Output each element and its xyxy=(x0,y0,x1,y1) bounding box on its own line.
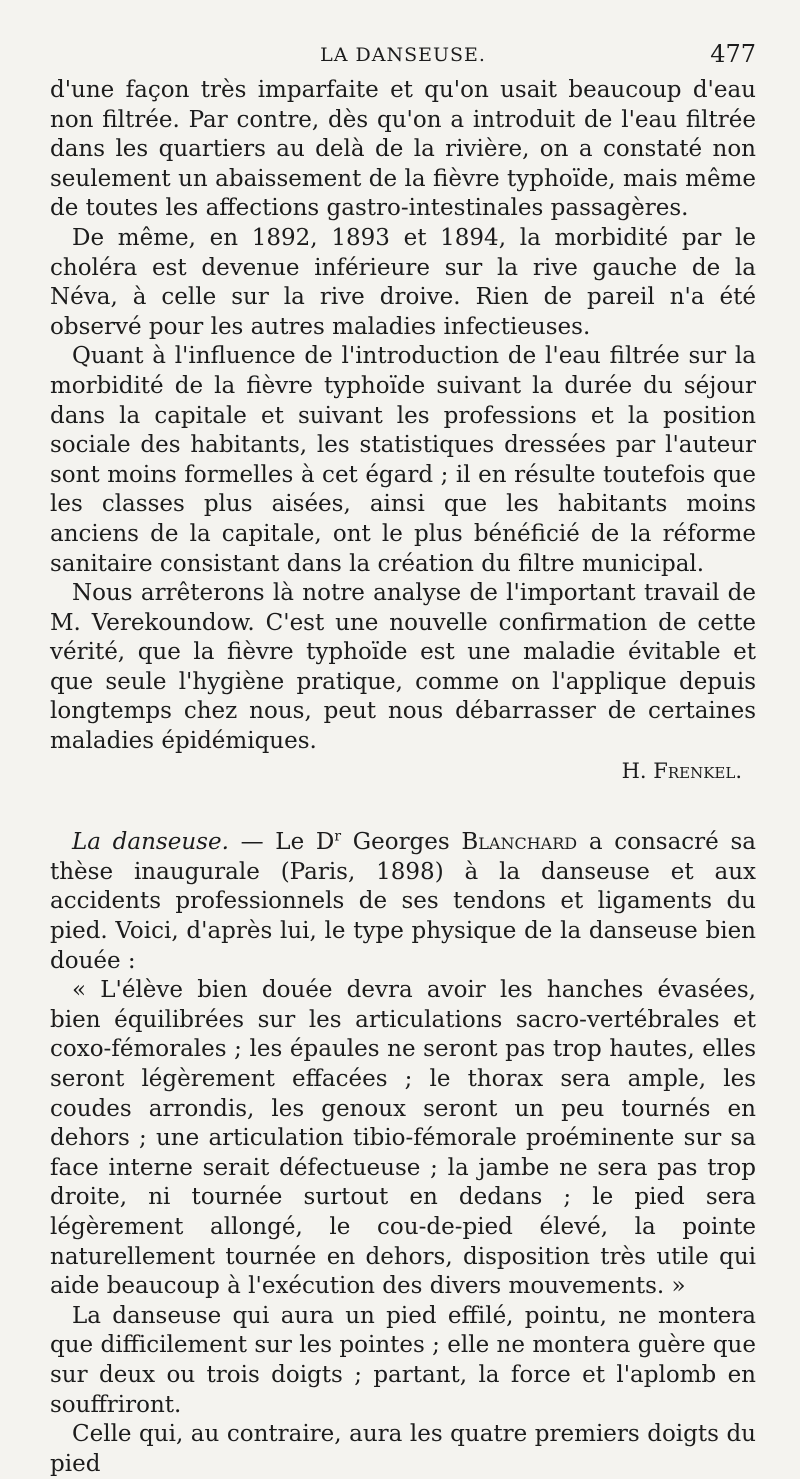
signature-name: Frenkel. xyxy=(653,758,742,783)
article-typhoid-filtered-water xyxy=(50,76,756,786)
signature-initial: H. xyxy=(621,758,647,783)
paragraph: La danseuse qui aura un pied effilé, pointu, ne montera que difficilement sur les pointes ; elle ne montera guère que sur deux ou trois doigts ; partant, la force et l'aplomb en souffriront. xyxy=(50,1302,756,1418)
author-signature xyxy=(50,757,756,787)
article-la-danseuse xyxy=(50,828,756,1479)
author-first-name: Georges xyxy=(341,829,462,856)
running-head: LA DANSEUSE. xyxy=(320,44,486,66)
section-gap xyxy=(50,786,756,828)
author-name: Blanchard xyxy=(461,829,578,856)
paragraph: Nous arrêterons là notre analyse de l'important travail de M. Verekoundow. C'est une nouvelle confirmation de cette vérité, que la fièvre typhoïde est une maladie évitable et que seule l'hygiène pratique, comme on l'applique depuis longtemps chez nous, peut nous débarrasser de certaines maladies épidémiques. xyxy=(50,580,756,755)
paragraph: « L'élève bien douée devra avoir les hanches évasées, bien équilibrées sur les articulations sacro-vertébrales et coxo-fémorales ; les épaules ne seront pas trop hautes, elles seront légèrement effacées ; le thorax sera ample, les coudes arrondis, les genoux seront un peu tournés en dehors ; une articulation tibio-fémorale proéminente sur sa face interne serait défectueuse ; la jambe ne sera pas trop droite, ni tournée surtout en dedans ; le pied sera légèrement allongé, le cou-de-pied élevé, la pointe naturellement tournée en dehors, disposition très utile qui aide beaucoup à l'exécution des divers mouvements. » xyxy=(50,977,756,1300)
paragraph: d'une façon très imparfaite et qu'on usait beaucoup d'eau non filtrée. Par contre, dès qu'on a introduit de l'eau filtrée dans les quartiers au delà de la rivière, on a constaté non seulement un abaissement de la fièvre typhoïde, mais même de toutes les affections gastro-intestinales passagères. xyxy=(50,77,756,222)
paragraph: Quant à l'influence de l'introduction de l'eau filtrée sur la morbidité de la fièvre typhoïde suivant la durée du séjour dans la capitale et suivant les professions et la position sociale des habitants, les statistiques dressées par l'auteur sont moins formelles à cet égard ; il en résulte toutefois que les classes plus aisées, ainsi que les habitants moins anciens de la capitale, ont le plus bénéficié de la réforme sanitaire consistant dans la création du filtre municipal. xyxy=(50,343,756,577)
paragraph xyxy=(50,828,756,976)
doctor-abbrev-sup: r xyxy=(334,828,342,845)
paragraph-text: a consacré sa thèse inaugurale (Paris, 1898) à la danseuse et aux accidents professionnels de ses tendons et ligaments du pied. Voici, d'après lui, le type physique de la danseuse bien douée : xyxy=(50,829,756,974)
document-page xyxy=(50,36,756,1479)
paragraph: De même, en 1892, 1893 et 1894, la morbidité par le choléra est devenue inférieure sur la rive gauche de la Néva, à celle sur la rive droive. Rien de pareil n'a été observé pour les autres maladies infectieuses. xyxy=(50,224,756,340)
article-title: La danseuse. xyxy=(72,829,229,856)
page-number: 477 xyxy=(710,40,756,68)
paragraph: Celle qui, au contraire, aura les quatre premiers doigts du pied xyxy=(50,1421,756,1477)
lead-dash: — Le D xyxy=(228,829,335,856)
page-header xyxy=(50,36,756,76)
